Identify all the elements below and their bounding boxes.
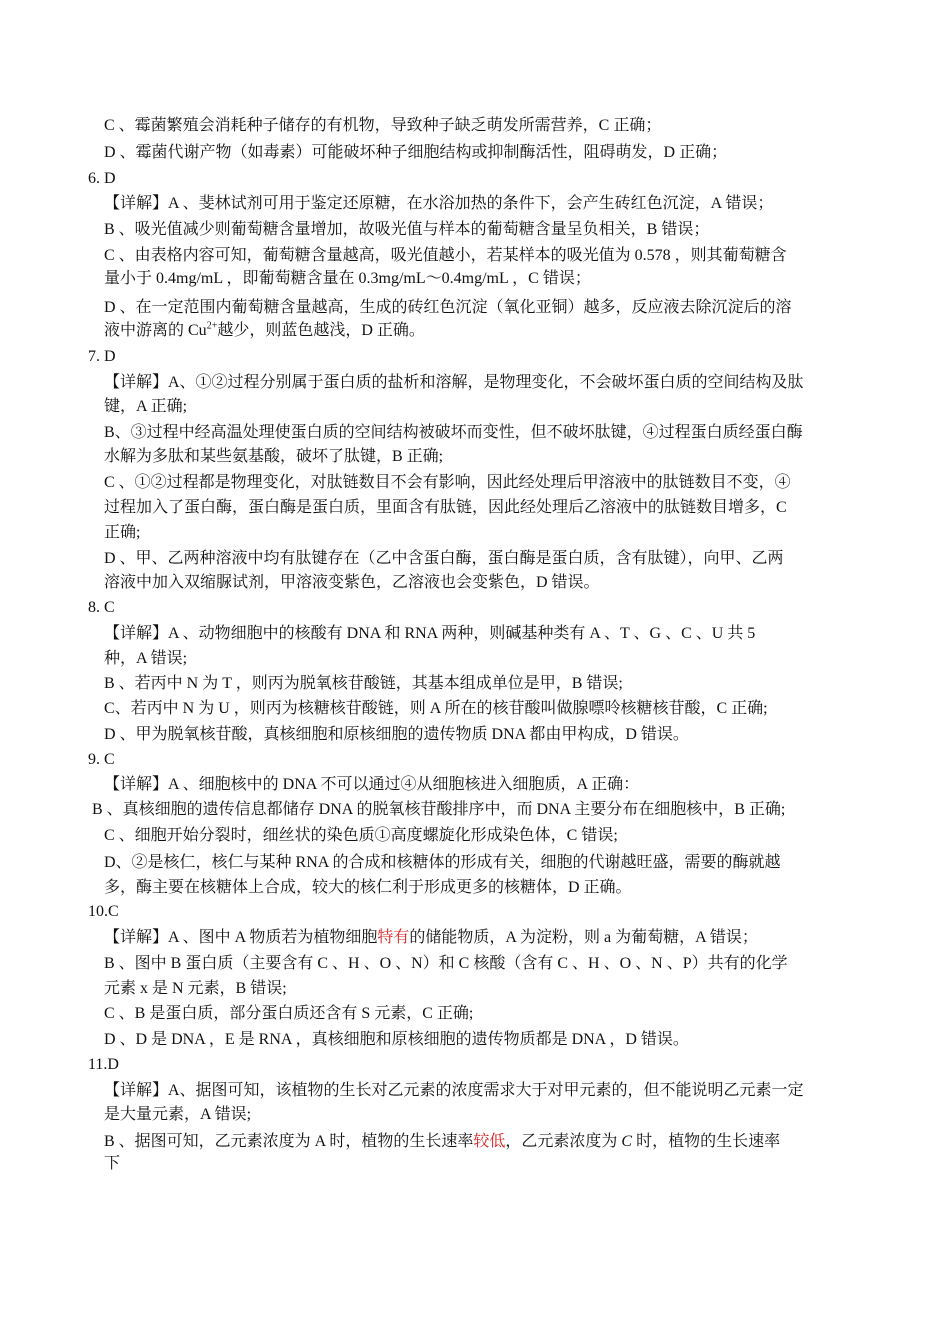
- text-line: 水解为多肽和某些氨基酸，破坏了肽键，B 正确;: [104, 448, 444, 465]
- text-line: C、若丙中 N 为 U ，则丙为核糖核苷酸链，则 A 所在的核苷酸叫做腺嘌呤核糖核苷酸，C 正确;: [104, 700, 768, 717]
- text-line: C 、由表格内容可知，葡萄糖含量越高，吸光值越小，若某样本的吸光值为 0.578 ，则其葡萄糖含: [104, 247, 787, 264]
- highlighted-text: 特有: [377, 929, 410, 946]
- text-line: D 、霉菌代谢产物（如毒素）可能破坏种子细胞结构或抑制酶活性，阻碍萌发，D 正确；: [104, 144, 728, 161]
- text-line: B 、图中 B 蛋白质（主要含有 C 、H 、O 、N）和 C 核酸（含有 C 、H 、O 、N 、P）共有的化学: [104, 955, 788, 972]
- question-number: 7. D: [88, 348, 116, 365]
- text-line: C 、B 是蛋白质，部分蛋白质还含有 S 元素，C 正确;: [104, 1005, 474, 1022]
- text-line: 是大量元素，A 错误;: [104, 1106, 252, 1123]
- question-number: 8. C: [88, 599, 115, 616]
- text-line: 种，A 错误;: [104, 650, 188, 667]
- text-line: B 、吸光值减少则葡萄糖含量增加，故吸光值与样本的葡萄糖含量呈负相关，B 错误；: [104, 221, 710, 238]
- question-number: 11.D: [88, 1056, 119, 1073]
- text-line: 下: [104, 1155, 121, 1172]
- text-line: 键，A 正确;: [104, 398, 188, 415]
- question-number: 9. C: [88, 751, 115, 768]
- text-line: 【详解】A 、斐林试剂可用于鉴定还原糖，在水浴加热的条件下，会产生砖红色沉淀，A 错误；: [104, 195, 774, 212]
- text-line: 【详解】A 、细胞核中的 DNA 不可以通过④从细胞核进入细胞质，A 正确：: [104, 776, 640, 793]
- text-line: D 、D 是 DNA ，E 是 RNA ，真核细胞和原核细胞的遗传物质都是 DNA ，D 错误。: [104, 1031, 689, 1048]
- superscript: 2+: [206, 320, 218, 332]
- text-line: 溶液中加入双缩脲试剂，甲溶液变紫色，乙溶液也会变紫色，D 错误。: [104, 574, 600, 591]
- text-line: C 、细胞开始分裂时，细丝状的染色质①高度螺旋化形成染色体，C 错误;: [104, 827, 618, 844]
- text-line: 正确;: [104, 524, 141, 541]
- text-line: 多，酶主要在核糖体上合成，较大的核仁利于形成更多的核糖体，D 正确。: [104, 879, 632, 896]
- text-line: D 、在一定范围内葡萄糖含量越高，生成的砖红色沉淀（氧化亚铜）越多，反应液去除沉淀后的溶: [104, 299, 792, 316]
- text-line: 量小于 0.4mg/mL ，即葡萄糖含量在 0.3mg/mL～0.4mg/mL ，C 错误；: [104, 270, 591, 287]
- text-line: B 、若丙中 N 为 T ，则丙为脱氧核苷酸链，其基本组成单位是甲，B 错误;: [104, 675, 623, 692]
- highlighted-text: 较低: [473, 1133, 506, 1150]
- text-line: B 、真核细胞的遗传信息都储存 DNA 的脱氧核苷酸排序中，而 DNA 主要分布在细胞核中，B 正确;: [92, 801, 786, 818]
- text-line: D 、甲、乙两种溶液中均有肽键存在（乙中含蛋白酶，蛋白酶是蛋白质，含有肽键），向甲、乙两: [104, 550, 784, 567]
- question-number: 6. D: [88, 170, 116, 187]
- text-line: D 、甲为脱氧核苷酸，真核细胞和原核细胞的遗传物质 DNA 都由甲构成，D 错误。: [104, 726, 689, 743]
- text-line: D、②是核仁，核仁与某种 RNA 的合成和核糖体的形成有关，细胞的代谢越旺盛，需要的酶就越: [104, 854, 781, 871]
- text-line: 过程加入了蛋白酶，蛋白酶是蛋白质，里面含有肽链，因此经处理后乙溶液中的肽链数目增多，C: [104, 499, 787, 516]
- text-line: 【详解】A 、动物细胞中的核酸有 DNA 和 RNA 两种，则碱基种类有 A 、T 、G 、C 、U 共 5: [104, 625, 756, 642]
- text-line: 液中游离的 $Cu^{2+}$越少，则蓝色越浅，D 正确。: [104, 320, 425, 339]
- question-number: 10.C: [88, 903, 119, 920]
- text-line: B 、据图可知，乙元素浓度为 A 时，植物的生长速率较低，乙元素浓度为 C 时，植物的生长速率: [104, 1133, 781, 1150]
- text-line: 【详解】A、据图可知，该植物的生长对乙元素的浓度需求大于对甲元素的，但不能说明乙元素一定: [104, 1082, 804, 1099]
- text-line: 【详解】A、①②过程分别属于蛋白质的盐析和溶解，是物理变化，不会破坏蛋白质的空间结构及肽: [104, 374, 804, 391]
- text-line: B、③过程中经高温处理使蛋白质的空间结构被破坏而变性，但不破坏肽键，④过程蛋白质经蛋白酶: [104, 424, 803, 441]
- text-line: 元素 x 是 N 元素，B 错误;: [104, 980, 287, 997]
- text-line: 【详解】A 、图中 A 物质若为植物细胞特有的储能物质，A 为淀粉，则 a 为葡萄糖，A 错误；: [104, 929, 758, 946]
- text-line: C 、①②过程都是物理变化，对肽链数目不会有影响，因此经处理后甲溶液中的肽链数目不变，④: [104, 474, 791, 491]
- text-line: C 、霉菌繁殖会消耗种子储存的有机物，导致种子缺乏萌发所需营养，C 正确；: [104, 117, 662, 134]
